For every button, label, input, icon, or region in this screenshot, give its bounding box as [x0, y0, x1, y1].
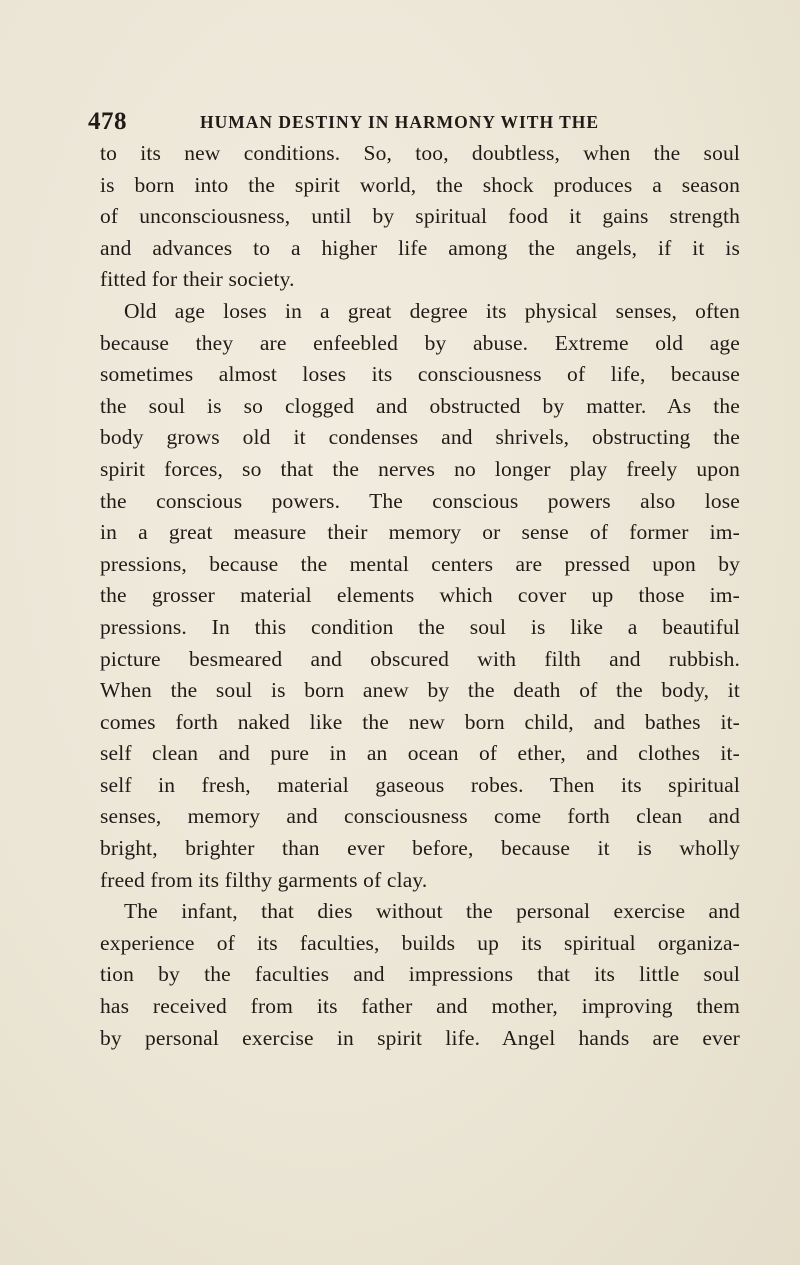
text-line: of unconsciousness, until by spiritual food it gains strength — [100, 204, 740, 229]
page-number: 478 — [88, 108, 127, 135]
text-line: senses, memory and consciousness come forth clean and — [100, 804, 740, 829]
text-line: freed from its filthy garments of clay. — [100, 867, 428, 892]
text-line: to its new conditions. So, too, doubtless, when the soul — [100, 141, 740, 165]
text-line: tion by the faculties and impressions that its little soul — [100, 962, 740, 987]
text-line: picture besmeared and obscured with filth and rubbish. — [100, 646, 740, 671]
text-line: self clean and pure in an ocean of ether, and clothes it- — [100, 741, 740, 766]
text-line: comes forth naked like the new born child, and bathes it- — [100, 709, 740, 734]
text-line: spirit forces, so that the nerves no longer play freely upon — [100, 456, 740, 481]
text-line: has received from its father and mother, improving them — [100, 994, 740, 1019]
text-line: experience of its faculties, builds up its spiritual organiza- — [100, 930, 740, 955]
text-line: the soul is so clogged and obstructed by matter. As the — [100, 393, 740, 418]
text-line: body grows old it condenses and shrivels, obstructing the — [100, 425, 740, 450]
text-line: because they are enfeebled by abuse. Extreme old age — [100, 330, 740, 355]
text-line: self in fresh, material gaseous robes. Then its spiritual — [100, 772, 740, 797]
text-line: When the soul is born anew by the death of the body, it — [100, 678, 740, 703]
text-line: by personal exercise in spirit life. Angel hands are ever — [100, 1025, 740, 1050]
text-line: in a great measure their memory or sense of former im- — [100, 520, 740, 545]
text-line: and advances to a higher life among the angels, if it is — [100, 235, 740, 260]
running-header — [88, 108, 728, 138]
text-line: bright, brighter than ever before, because it is wholly — [100, 836, 740, 861]
text-line: the grosser material elements which cover up those im- — [100, 583, 740, 608]
text-line: the conscious powers. The conscious powers also lose — [100, 488, 740, 513]
text-line: The infant, that dies without the personal exercise and — [124, 899, 740, 924]
text-line: pressions, because the mental centers are pressed upon by — [100, 551, 740, 576]
text-line: sometimes almost loses its consciousness of life, because — [100, 362, 740, 387]
text-line: fitted for their society. — [100, 267, 295, 292]
body-text — [100, 138, 740, 1054]
running-title: HUMAN DESTINY IN HARMONY WITH THE — [200, 112, 600, 132]
text-line: pressions. In this condition the soul is like a beautiful — [100, 614, 740, 639]
text-line: is born into the spirit world, the shock produces a season — [100, 172, 740, 197]
text-line: Old age loses in a great degree its physical senses, often — [124, 298, 740, 323]
